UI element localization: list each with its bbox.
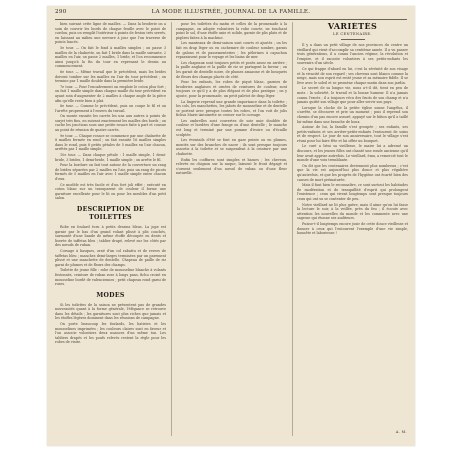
paragraph: Robe en foulard écru à petits dessins bleus. La jupe est garnie par le bas d'un grand volant plissé à plis couchés, surmonté d'une bande de même étoffe découpée en dents et liserée de taffetas bleu ; tablier drapé, relevé sur les côtés par des nœuds de ruban. (55, 224, 166, 248)
column-1 (55, 22, 166, 438)
header-rule (55, 19, 407, 20)
paragraph: Lorsque la cloche de la petite église sonne l'angélus, il s'arrête, se découvre et prie un moment ; puis il reprend son chemin d'un pas encore assuré, appuyé sur le bâton qu'il a taillé lui-même dans une branche de houx. (297, 105, 408, 124)
paragraph: 6e tour. — Même travail que le précédent, mais les brides doivent tomber sur les mailles en l'air du tour précédent ; on termine par 1 maille double dans la première bride. (55, 69, 166, 84)
toilettes-text (55, 225, 166, 287)
paragraph: Les manteaux de demi-saison sont courts et ajustés ; on les fait en drap léger ou en cachemire de couleur sombre, garnis de galons et de passementeries ; les pèlerines à capuchon reparaissent pour le voyage et les bains de mer. (176, 41, 287, 60)
column-3 (297, 22, 408, 438)
column-divider (171, 22, 172, 436)
needlework-text (55, 22, 166, 201)
paragraph: Puisse-t-il longtemps encore jouir de cette douce vieillesse et donner à ceux qui l'entourent l'exemple d'une vie simple, honnête et laborieuse ! (297, 221, 408, 236)
paragraph: bien suivant cette ligne de mailles. — Dans la broderie on a soin de couvrir les bords de chaque feuille avec le point de cordon, puis on remplit l'intérieur à points de feston très serrés, en laissant au milieu une nervure à jour que l'on traverse de points lancés. (55, 22, 166, 45)
paragraph: Les chapeaux sont toujours petits et posés assez en arrière ; la paille anglaise et la paille de riz se partagent la faveur ; on les garnit de dentelle noire, de plumes amazone et de bouquets de fleurs des champs placés de côté. (176, 60, 287, 79)
paragraph: Enfin les coiffures sont simples et basses ; les cheveux, relevés en chignon sur la nuque, laissent le front dégagé et s'ornent seulement d'un nœud de ruban ou d'une fleur naturelle. (176, 157, 287, 176)
paragraph: Pour les enfants, les robes de piqué blanc, garnies de broderies anglaises et ornées de ceintures de couleur, sont toujours ce qu'il y a de plus élégant et de plus pratique ; on y ajoute, pour la promenade, un petit paletot de drap léger. (176, 80, 287, 98)
paragraph: La lingerie reprend une grande importance dans la toilette ; les cols, les manchettes, les jabots de mousseline et de dentelle se portent avec presque toutes les robes, et l'on voit de jolis fichus Marie-Antoinette se croiser sur le corsage. (176, 99, 287, 118)
section-title-varietes: VARIÉTÉS (327, 22, 378, 31)
paragraph: Mais il faut bien le reconnaître, ce sont surtout les habitudes de modération et de tranquillité d'esprit qui prolongent l'existence ; ceux qui vivent longtemps sont presque toujours ceux qui ont su se contenter de peu. (297, 183, 408, 201)
running-title: LA MODE ILLUSTRÉE, JOURNAL DE LA FAMILLE. (151, 9, 311, 15)
title-rule (341, 39, 365, 40)
paragraph: Le secret de sa longue vie, nous a-t-il dit, tient en peu de mots : la sobriété, le travail et la bonne humeur. Il n'a jamais connu l'excès ; il a toujours vécu des fruits de son champ et n'a jamais quitté son village que pour aller servir son pays. (297, 86, 408, 105)
column-divider (292, 22, 293, 436)
paragraph: Autour de lui, la famille s'est groupée ; ses enfants, ses petits-enfants et ses arrière-petits-enfants l'entourent de soins et de respect. Le jour de son anniversaire, tout le village s'est réuni pour lui faire fête et lui offrir un bouquet. (297, 125, 408, 143)
column-2 (176, 22, 287, 438)
paragraph: Il y a dans un petit village de nos provinces du centre un vieillard qui vient d'accomplir sa centième année. Il a vu passer trois générations, il a connu l'ancien régime, la révolution et l'empire, et il raconte volontiers à ses petits-enfants les souvenirs d'un siècle. (297, 43, 408, 66)
paragraph: 8e tour. — Comme le précédent, puis on coupe le fil et on l'arrête proprement à l'envers du travail. (55, 104, 166, 113)
paragraph: Ce qui frappe d'abord en lui, c'est la sérénité de son visage et la vivacité de son regard ; ses cheveux sont blancs comme la neige, mais son esprit est resté jeune et sa mémoire fidèle. Il se lève avec le soleil et se promène chaque matin dans son jardin. (297, 66, 408, 85)
paragraph: Le curé a béni sa vieillesse, le maire lui a adressé un discours, et les jeunes filles ont chanté une ronde ancienne qu'il leur avait apprise autrefois. Le vieillard, ému, a remercié tout le monde d'une voix tremblante. (297, 144, 408, 163)
section-title-modes: MODES (96, 291, 125, 299)
paragraph: 7e tour. — Pour l'encadrement on emploie le coton plus fort ; on fait 1 maille simple dans chaque maille du tour précédent en ayant soin d'augmenter de 2 mailles à chaque angle de la pièce afin qu'elle reste bien à plat. (55, 84, 166, 103)
page-number: 290 (55, 9, 67, 15)
paragraph: Toilette de jeune fille : robe de mousseline blanche à volants festonnés, ceinture de ruban rose à longs pans, fichu croisé en mousseline bordé de valenciennes ; petit chapeau rond garni de roses. (55, 268, 166, 287)
section-title-toilettes: DESCRIPTION DE TOILETTES (76, 205, 145, 221)
magazine-page (47, 6, 415, 446)
running-head (55, 9, 407, 18)
paragraph: Corsage à basques, orné d'un col rabattu et de revers de taffetas bleu ; manches demi-larges terminées par un parement plissé et une manchette de dentelle. Chapeau de paille de riz garni de plumes et de fleurs des champs. (55, 248, 166, 267)
paragraph: 10e tour. — Dans chaque pétale : 1 maille simple, 1 demi-bride, 3 brides, 1 demi-bride, 1 maille simple ; on arrête le fil. (55, 153, 166, 162)
modes-text (55, 303, 166, 345)
paragraph: pour les toilettes du matin et celles de la promenade à la campagne, on adopte volontiers la robe courte, ne touchant point le sol, d'une étoffe unie et solide, garnie de plis plats et de piqûres faites à la machine. (176, 22, 287, 40)
paragraph: Les éventails d'été se font en gaze peinte ou en plumes, montés sur des branches de nacre ; ils sont presque toujours assortis à la toilette et se suspendent à la ceinture par une chaînette. (176, 138, 287, 157)
paragraph: Notre vieillard ne lit plus guère, mais il aime qu'on lui fasse la lecture le soir, à la veillée, près du feu ; il écoute avec attention les nouvelles du monde et les commente avec une sagesse qui étonne ses auditeurs. (297, 202, 408, 221)
paragraph: Les ombrelles sont couvertes de soie unie doublée de couleur et bordées d'une frange ou d'une dentelle ; le manche est long et terminé par une pomme d'ivoire ou d'écaille sculptée. (176, 118, 287, 137)
paragraph: 9e tour. — Chaque rosace se commence par une chaînette de 8 mailles fermée en rond ; on fait ensuite 16 mailles simples dans le rond, puis 8 petits pétales de 5 mailles en l'air chacun, arrêtés par 1 maille simple. (55, 133, 166, 152)
article-signature: A. M. (395, 430, 407, 434)
paragraph: On porte beaucoup les foulards, les batistes et les mousselines imprimées ; les couleurs claires sont en faveur et l'on associe volontiers deux nuances d'un même ton. Les tabliers drapés et les poufs relevés restent la règle pour les robes de visite. (55, 322, 166, 345)
paragraph: Si les toilettes de la saison ne présentent pas de grandes nouveautés quant à la forme générale, l'élégance se retrouve dans les détails ; les garnitures sont plus riches que jamais et les étoffes légères dominent dans les réunions de campagne. (55, 302, 166, 321)
paragraph: Ce modèle est très facile et d'un fort joli effet ; exécuté en coton blanc sur un transparent de couleur il forme une garniture excellente pour le lit ou pour les meubles d'un petit salon. (55, 182, 166, 201)
paragraph: On monte ensuite les carrés les uns aux autres à points de surjet très fins, en suivant exactement les mailles des bords ; on cache les jonctions sous une petite rosace faite à part et cousue au point de réunion de quatre carrés. (55, 114, 166, 133)
paragraph: 5e tour. — On fait le fond à mailles simples ; on passe 3 mailles de la chaînette, on fait 1 bride dans la maille suivante, 2 mailles en l'air, on passe 2 mailles, 1 bride, et l'on recommence ainsi jusqu'à la fin du tour en reprenant le dessin au commencement. (55, 45, 166, 69)
paragraph: Pour la bordure on fait tout autour de la couverture un rang de brides séparées par 2 mailles en l'air, puis un rang de picots formés de 5 mailles en l'air avec 1 maille simple entre chacun d'eux. (55, 163, 166, 181)
paragraph: On dit que les centenaires deviennent plus nombreux ; c'est que la vie est aujourd'hui plus douce et plus régulière qu'autrefois, et que les progrès de l'hygiène ont écarté bien des causes de mort prématurée. (297, 163, 408, 182)
article-subtitle: LE CENTENAIRE. (333, 32, 372, 36)
